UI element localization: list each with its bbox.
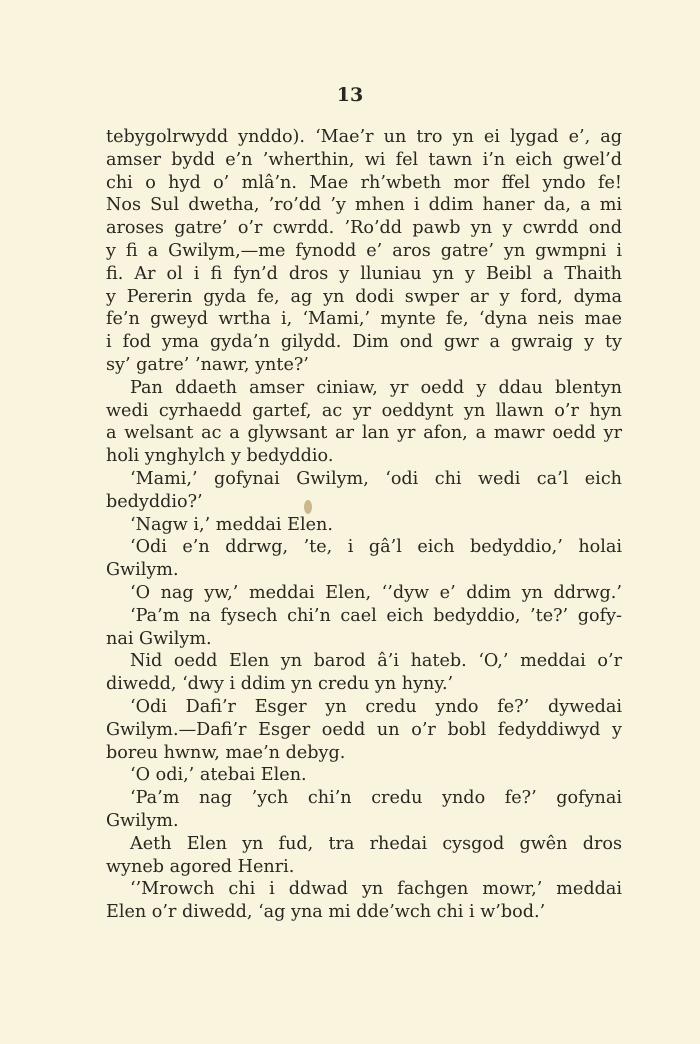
text-line: sy’ gatre’ ’nawr, ynte?’ <box>106 354 309 375</box>
text-line: fe’n gweyd wrtha i, ‘Mami,’ mynte fe, ‘dyna neis mae <box>106 309 622 330</box>
text-line: ‘’Mrowch chi i ddwad yn fachgen mowr,’ meddai <box>130 879 622 900</box>
text-line: ‘O nag yw,’ meddai Elen, ‘’dyw e’ ddim yn ddrwg.’ <box>130 582 622 603</box>
text-line: y fi a Gwilym,—me fynodd e’ aros gatre’ yn gwmpni i <box>106 240 622 261</box>
text-line: diwedd, ‘dwy i ddim yn credu yn hyny.’ <box>106 674 454 695</box>
text-line: amser bydd e’n ’wherthin, wi fel tawn i’n eich gwel’d <box>106 149 622 170</box>
text-line: ‘Odi e’n ddrwg, ’te, i gâ’l eich bedyddio,’ holai <box>130 537 622 558</box>
text-line: ‘O odi,’ atebai Elen. <box>130 765 307 786</box>
text-line: ‘Mami,’ gofynai Gwilym, ‘odi chi wedi ca’l eich <box>130 468 622 489</box>
text-line: nai Gwilym. <box>106 628 212 649</box>
text-line: Nid oedd Elen yn barod â’i hateb. ‘O,’ meddai o’r <box>130 651 622 672</box>
text-line: ‘Pa’m nag ’ych chi’n credu yndo fe?’ gofynai <box>130 788 622 809</box>
text-line: boreu hwnw, mae’n debyg. <box>106 742 346 763</box>
text-line: bedyddio?’ <box>106 491 203 512</box>
text-line: Gwilym. <box>106 810 179 831</box>
text-line: ‘Nagw i,’ meddai Elen. <box>130 514 333 535</box>
text-line: chi o hyd o’ mlâ’n. Mae rh’wbeth mor ffel yndo fe! <box>106 172 622 193</box>
text-line: i fod yma gyda’n gilydd. Dim ond gwr a gwraig y ty <box>106 332 622 353</box>
page-number: 13 <box>336 84 364 106</box>
text-line: Gwilym. <box>106 560 179 581</box>
text-line: Pan ddaeth amser ciniaw, yr oedd y ddau blentyn <box>130 377 622 398</box>
text-line: fi. Ar ol i fi fyn’d dros y lluniau yn y Beibl a Thaith <box>106 263 622 284</box>
text-line: a welsant ac a glywsant ar lan yr afon, a mawr oedd yr <box>106 423 622 444</box>
text-line: aroses gatre’ o’r cwrdd. ’Ro’dd pawb yn y cwrdd ond <box>106 218 622 239</box>
paper-stain <box>304 500 312 514</box>
text-line: Nos Sul dwetha, ’ro’dd ’y mhen i ddim haner da, a mi <box>106 195 622 216</box>
text-line: tebygolrwydd ynddo). ‘Mae’r un tro yn ei lygad e’, ag <box>106 127 622 147</box>
text-line: ‘Pa’m na fysech chi’n cael eich bedyddio, ’te?’ gofy- <box>130 605 622 626</box>
text-line: wyneb agored Henri. <box>106 856 295 877</box>
text-line: holi ynghylch y bedyddio. <box>106 446 334 467</box>
body-text <box>106 126 622 924</box>
text-line: y Pererin gyda fe, ag yn dodi swper ar y ford, dyma <box>106 286 622 307</box>
text-line: Gwilym.—Dafi’r Esger oedd un o’r bobl fedyddiwyd y <box>106 719 622 740</box>
text-line: Aeth Elen yn fud, tra rhedai cysgod gwên dros <box>130 833 622 854</box>
text-line: ‘Odi Dafi’r Esger yn credu yndo fe?’ dywedai <box>130 696 622 717</box>
text-line: wedi cyrhaedd gartef, ac yr oeddynt yn llawn o’r hyn <box>106 400 622 421</box>
text-line: Elen o’r diwedd, ‘ag yna mi dde’wch chi i w’bod.’ <box>106 902 546 923</box>
